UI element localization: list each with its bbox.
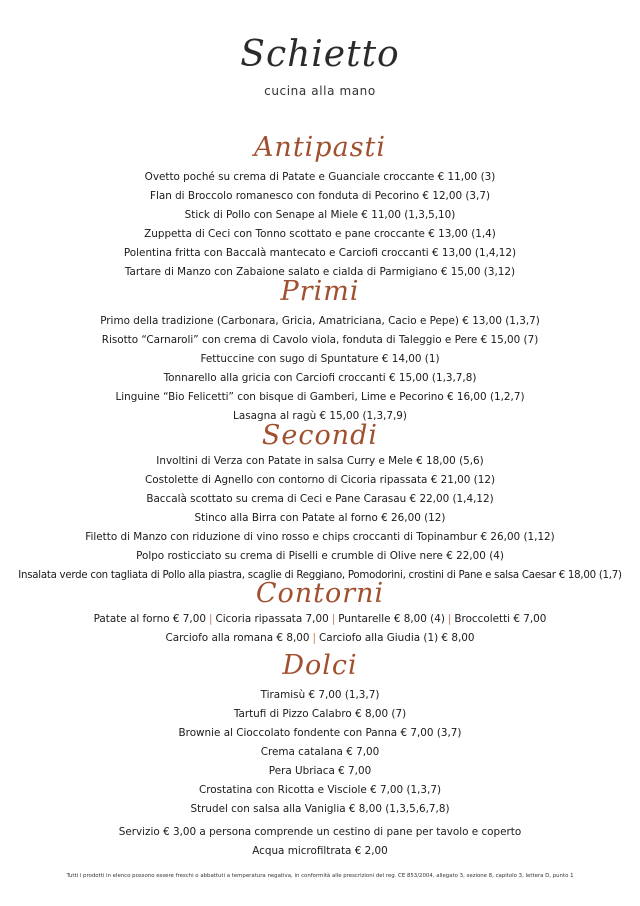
menu-item: Flan di Broccolo romanesco con fonduta di Pecorino € 12,00 (3,7) [149, 190, 491, 202]
menu-item: Crostatina con Ricotta e Visciole € 7,00 (1,3,7) [199, 784, 441, 796]
menu-item: Filetto di Manzo con riduzione di vino rosso e chips croccanti di Topinambur € 26,00 (1,12) [85, 531, 555, 543]
menu-item: Pera Ubriaca € 7,00 [268, 765, 372, 777]
section-title-dolci: Dolci [282, 650, 358, 681]
section-title-primi: Primi [280, 276, 360, 307]
contorni-line-1 [0, 610, 640, 629]
menu-item: Primo della tradizione (Carbonara, Gricia, Amatriciana, Cacio e Pepe) € 13,00 (1,3,7) [100, 315, 540, 327]
menu-item: Ovetto poché su crema di Patate e Guanciale croccante € 11,00 (3) [144, 171, 496, 183]
menu-item: Costolette di Agnello con contorno di Cicoria ripassata € 21,00 (12) [144, 474, 496, 486]
menu-item: Brownie al Cioccolato fondente con Panna € 7,00 (3,7) [178, 727, 462, 739]
contorni-list [0, 610, 640, 648]
menu-item: Linguine “Bio Felicetti” con bisque di Gamberi, Lime e Pecorino € 16,00 (1,2,7) [115, 391, 525, 403]
menu-item: Tonnarello alla gricia con Carciofi croccanti € 15,00 (1,3,7,8) [163, 372, 477, 384]
menu-item: Baccalà scottato su crema di Ceci e Pane Carasau € 22,00 (1,4,12) [146, 493, 494, 505]
menu-item: Stick di Pollo con Senape al Miele € 11,00 (1,3,5,10) [184, 209, 456, 221]
menu-item: Polpo rosticciato su crema di Piselli e crumble di Olive nere € 22,00 (4) [136, 550, 504, 562]
menu-item: Stinco alla Birra con Patate al forno € 26,00 (12) [194, 512, 446, 524]
menu-item: Tiramisù € 7,00 (1,3,7) [260, 689, 380, 701]
menu-item: Carciofo alla romana € 8,00 [165, 632, 310, 644]
contorni-line-2 [0, 629, 640, 648]
menu-item: Puntarelle € 8,00 (4) [338, 613, 445, 625]
dolci-list [0, 686, 640, 819]
menu-item: Polentina fritta con Baccalà mantecato e Carciofi croccanti € 13,00 (1,4,12) [123, 247, 517, 259]
logo-tagline: cucina alla mano [264, 84, 376, 98]
antipasti-list [0, 168, 640, 282]
menu-item: Involtini di Verza con Patate in salsa Curry e Mele € 18,00 (5,6) [156, 455, 484, 467]
separator: | [447, 613, 452, 625]
menu-item: Tartufi di Pizzo Calabro € 8,00 (7) [233, 708, 407, 720]
service-info [0, 823, 640, 861]
water-price: Acqua microfiltrata € 2,00 [252, 845, 388, 857]
menu-item: Patate al forno € 7,00 [93, 613, 206, 625]
legal-notice: Tutti i prodotti in elenco possono essere freschi o abbattuti a temperatura negativa, in conformità alle prescrizioni del reg. CE 853/2004, allegato 3, sezione 8, capitolo 3, lettera D, punto 1 [66, 873, 574, 879]
section-title-contorni: Contorni [255, 578, 385, 609]
menu-item: Zuppetta di Ceci con Tonno scottato e pane croccante € 13,00 (1,4) [144, 228, 496, 240]
menu-item: Lasagna al ragù € 15,00 (1,3,7,9) [233, 410, 407, 422]
logo-name: Schietto [240, 34, 400, 75]
separator: | [312, 632, 316, 644]
menu-item: Broccoletti € 7,00 [454, 613, 547, 625]
secondi-list [0, 452, 640, 585]
service-charge: Servizio € 3,00 a persona comprende un cestino di pane per tavolo e coperto [118, 826, 522, 838]
separator: | [331, 613, 336, 625]
menu-item: Fettuccine con sugo di Spuntature € 14,00 (1) [200, 353, 440, 365]
section-title-antipasti: Antipasti [253, 132, 387, 163]
menu-item: Carciofo alla Giudia (1) € 8,00 [318, 632, 475, 644]
separator: | [208, 613, 213, 625]
menu-item: Strudel con salsa alla Vaniglia € 8,00 (1,3,5,6,7,8) [190, 803, 450, 815]
primi-list [0, 312, 640, 426]
menu-item: Insalata verde con tagliata di Pollo alla piastra, scaglie di Reggiano, Pomodorini, crostini di Pane e salsa Caesar € 18,00 (1,7) [18, 570, 622, 581]
menu-item: Crema catalana € 7,00 [260, 746, 380, 758]
menu-item: Risotto “Carnaroli” con crema di Cavolo viola, fonduta di Taleggio e Pere € 15,00 (7) [101, 334, 539, 346]
menu-item: Tartare di Manzo con Zabaione salato e cialda di Parmigiano € 15,00 (3,12) [124, 266, 516, 278]
menu-item: Cicoria ripassata 7,00 [215, 613, 329, 625]
section-title-secondi: Secondi [261, 420, 379, 451]
